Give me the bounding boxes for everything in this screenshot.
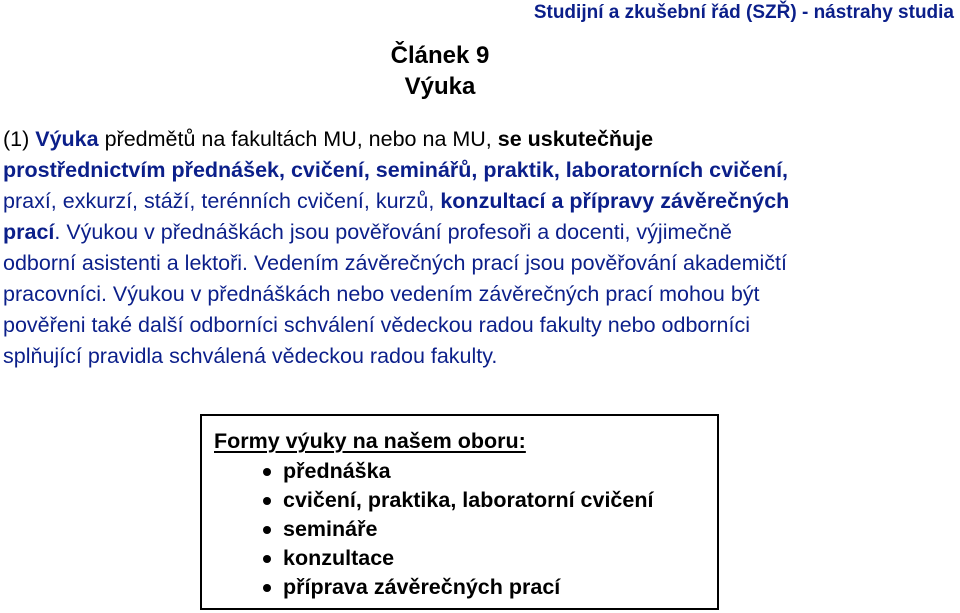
paragraph-line-4 <box>3 217 953 248</box>
paragraph-line-1 <box>3 124 953 155</box>
paragraph-line-8: splňující pravidla schválená vědeckou radou fakulty. <box>3 344 498 368</box>
keyword-konzultaci: konzultací a přípravy závěrečných <box>440 189 790 213</box>
list-item-label: přednáška <box>283 459 391 483</box>
document-header: Studijní a zkušební řád (SZŘ) - nástrahy studia <box>533 2 954 23</box>
paragraph-line-7: pověřeni také další odborníci schválení vědeckou radou fakulty nebo odborníci <box>3 313 750 337</box>
box-title: Formy výuky na našem oboru: <box>214 429 526 453</box>
bullet-icon <box>263 526 271 534</box>
paragraph-line-5: odborní asistenti a lektoři. Vedením závěrečných prací jsou pověřování akademičtí <box>3 251 787 275</box>
keyword-praci: prací <box>3 220 55 244</box>
list-item <box>214 457 717 486</box>
bullet-icon <box>263 555 271 563</box>
list-item <box>214 515 717 544</box>
bullet-icon <box>263 584 271 592</box>
paragraph-text: . Výukou v přednáškách jsou pověřování profesoři a docenti, výjimečně <box>54 220 733 244</box>
paragraph-line-6: pracovníci. Výukou v přednáškách nebo vedením závěrečných prací mohou být <box>3 282 760 306</box>
list-item-label: konzultace <box>283 546 395 570</box>
paragraph-text: praxí, exkurzí, stáží, terénních cvičení, kurzů, <box>3 189 441 213</box>
teaching-forms-box <box>200 414 719 610</box>
article-paragraph <box>3 124 953 372</box>
keyword-uskutecnuje: se uskutečňuje <box>497 127 654 151</box>
list-item-label: cvičení, praktika, laboratorní cvičení <box>283 488 654 512</box>
article-number: Článek 9 <box>390 42 490 69</box>
paragraph-text: předmětů na fakultách MU, nebo na MU, <box>98 127 498 151</box>
bullet-icon <box>263 468 271 476</box>
teaching-forms-list <box>214 457 717 602</box>
list-item <box>214 544 717 573</box>
article-title: Výuka <box>404 73 476 100</box>
list-item-label: příprava závěrečných prací <box>283 575 561 599</box>
list-item-label: semináře <box>283 517 378 541</box>
paragraph-line-2: prostřednictvím přednášek, cvičení, seminářů, praktik, laboratorních cvičení, <box>3 158 789 182</box>
article-heading <box>0 40 880 102</box>
list-item <box>214 486 717 515</box>
keyword-vyuka: Výuka <box>35 127 99 151</box>
bullet-icon <box>263 497 271 505</box>
list-item <box>214 573 717 602</box>
paragraph-line-3 <box>3 186 953 217</box>
paragraph-number: (1) <box>3 127 36 151</box>
